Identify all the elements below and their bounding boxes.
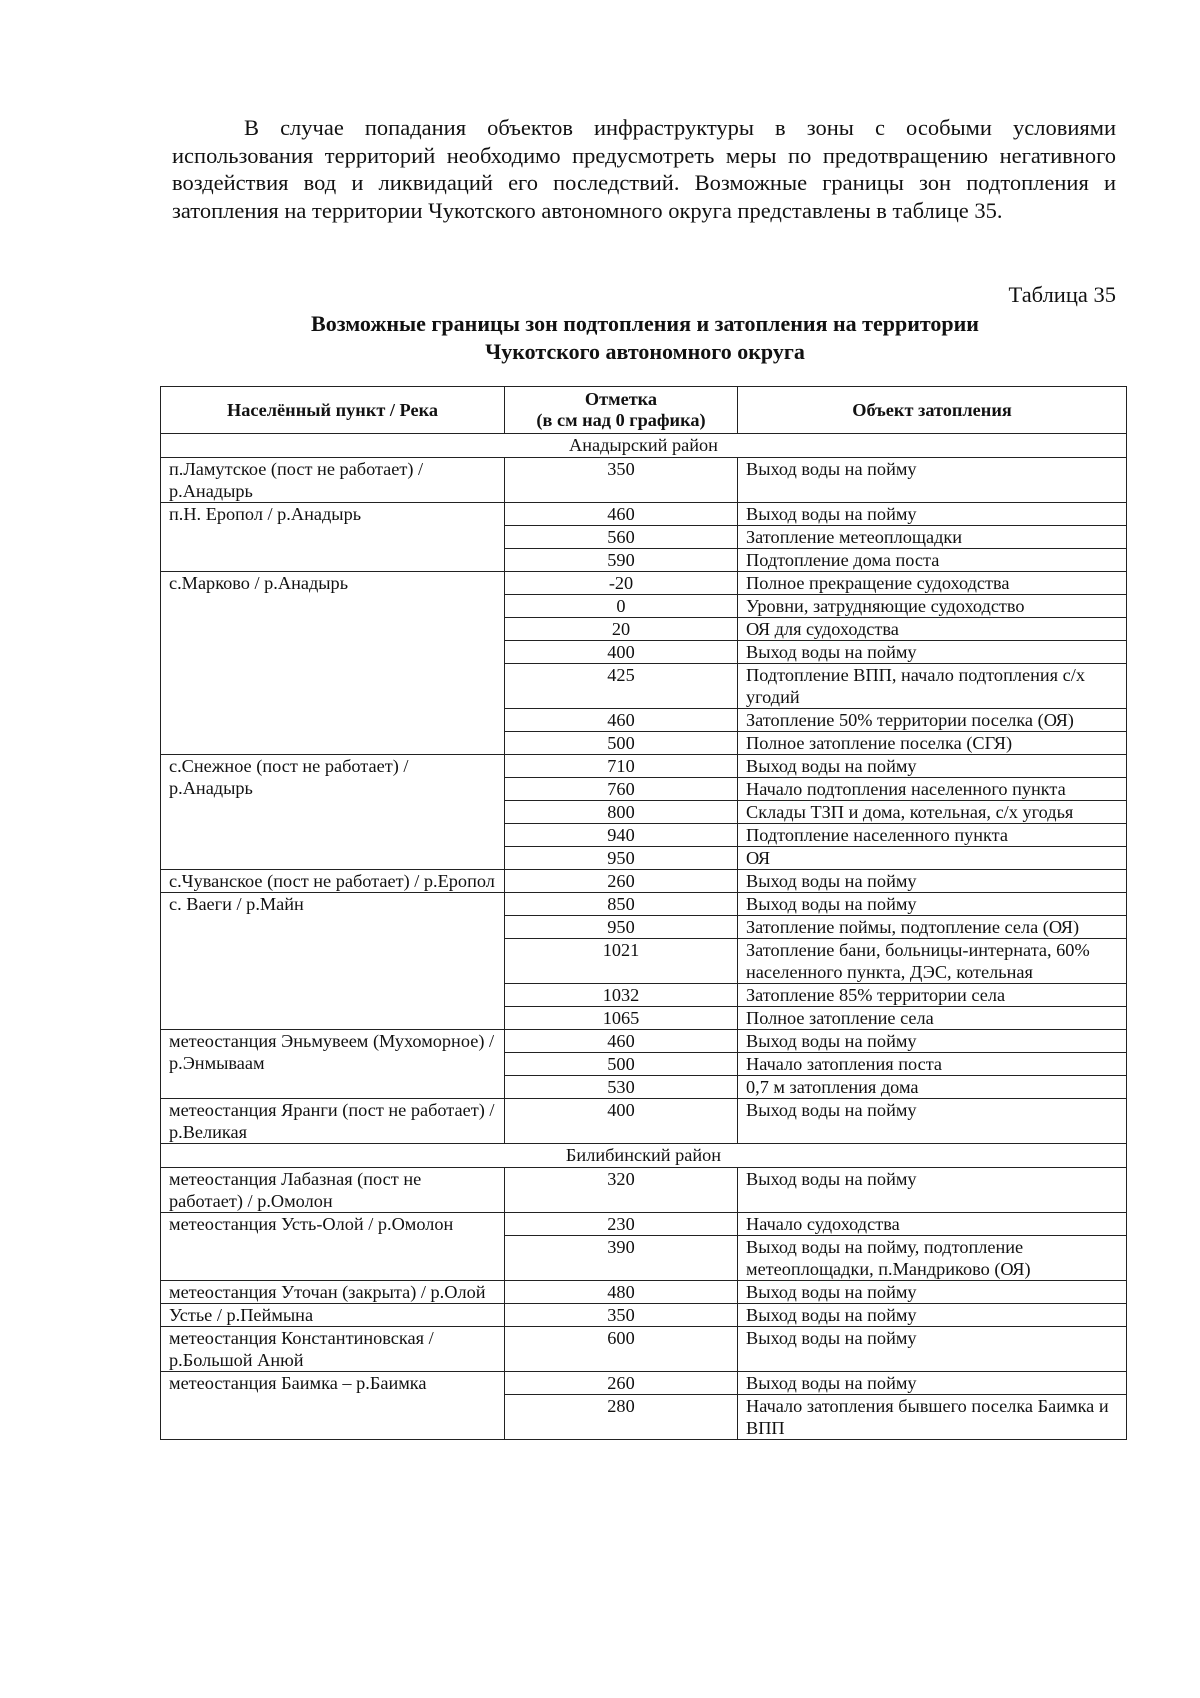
object-cell: Выход воды на пойму (738, 1372, 1127, 1395)
table-title-line1: Возможные границы зон подтопления и затопления на территории (311, 311, 979, 336)
object-cell: Выход воды на пойму (738, 1304, 1127, 1327)
location-cell: с.Марково / р.Анадырь (161, 572, 505, 755)
mark-cell: 530 (505, 1076, 738, 1099)
mark-cell: 460 (505, 1030, 738, 1053)
table-row (161, 572, 1127, 595)
table-row (161, 1304, 1127, 1327)
mark-cell: 260 (505, 870, 738, 893)
table-row (161, 1213, 1127, 1236)
mark-cell: 600 (505, 1327, 738, 1372)
location-cell: с.Снежное (пост не работает) / р.Анадырь (161, 755, 505, 870)
mark-cell: 400 (505, 1099, 738, 1144)
location-cell: метеостанция Уточан (закрыта) / р.Олой (161, 1281, 505, 1304)
object-cell: Выход воды на пойму (738, 458, 1127, 503)
table-row (161, 870, 1127, 893)
header-mark (505, 387, 738, 434)
mark-cell: 950 (505, 847, 738, 870)
location-cell: Устье / р.Пеймына (161, 1304, 505, 1327)
object-cell: ОЯ для судоходства (738, 618, 1127, 641)
intro-paragraph: В случае попадания объектов инфраструктуры в зоны с особыми условиями использования территорий необходимо предусмотреть меры по предотвращению негативного воздействия вод и ликвидаций его последствий. Возможные границы зон подтопления и затопления на территории Чукотского автономного округа представлены в таблице 35. (172, 115, 1116, 223)
location-cell: с.Чуванское (пост не работает) / р.Еропол (161, 870, 505, 893)
object-cell: Выход воды на пойму (738, 870, 1127, 893)
mark-cell: 1065 (505, 1007, 738, 1030)
mark-cell: 850 (505, 893, 738, 916)
object-cell: Затопление поймы, подтопление села (ОЯ) (738, 916, 1127, 939)
mark-cell: 425 (505, 664, 738, 709)
object-cell: Выход воды на пойму (738, 1168, 1127, 1213)
mark-cell: 0 (505, 595, 738, 618)
mark-cell: 460 (505, 503, 738, 526)
object-cell: Начало затопления поста (738, 1053, 1127, 1076)
object-cell: Выход воды на пойму (738, 893, 1127, 916)
location-cell: метеостанция Лабазная (пост не работает) / р.Омолон (161, 1168, 505, 1213)
object-cell: Подтопление ВПП, начало подтопления с/х угодий (738, 664, 1127, 709)
mark-cell: 500 (505, 1053, 738, 1076)
header-mark-line1: Отметка (584, 389, 658, 409)
mark-cell: 950 (505, 916, 738, 939)
table-row (161, 1281, 1127, 1304)
object-cell: Выход воды на пойму (738, 503, 1127, 526)
object-cell: Начало подтопления населенного пункта (738, 778, 1127, 801)
object-cell: Полное прекращение судоходства (738, 572, 1127, 595)
district-name: Анадырский район (161, 434, 1127, 458)
mark-cell: 1021 (505, 939, 738, 984)
object-cell: Выход воды на пойму (738, 1281, 1127, 1304)
mark-cell: 460 (505, 709, 738, 732)
object-cell: Выход воды на пойму, подтопление метеоплощадки, п.Мандриково (ОЯ) (738, 1236, 1127, 1281)
table-header-row (161, 387, 1127, 434)
mark-cell: 800 (505, 801, 738, 824)
table-row (161, 1099, 1127, 1144)
object-cell: Подтопление дома поста (738, 549, 1127, 572)
district-name: Билибинский район (161, 1144, 1127, 1168)
location-cell: п.Ламутское (пост не работает) / р.Анадырь (161, 458, 505, 503)
mark-cell: 560 (505, 526, 738, 549)
mark-cell: 590 (505, 549, 738, 572)
object-cell: Начало судоходства (738, 1213, 1127, 1236)
table-row (161, 458, 1127, 503)
mark-cell: 350 (505, 1304, 738, 1327)
object-cell: Выход воды на пойму (738, 755, 1127, 778)
header-object: Объект затопления (738, 387, 1127, 434)
object-cell: Затопление бани, больницы-интерната, 60% населенного пункта, ДЭС, котельная (738, 939, 1127, 984)
header-mark-line2: (в см над 0 графика) (536, 410, 706, 430)
table-row (161, 755, 1127, 778)
mark-cell: 760 (505, 778, 738, 801)
object-cell: 0,7 м затопления дома (738, 1076, 1127, 1099)
object-cell: Полное затопление поселка (СГЯ) (738, 732, 1127, 755)
mark-cell: 480 (505, 1281, 738, 1304)
mark-cell: 400 (505, 641, 738, 664)
mark-cell: 390 (505, 1236, 738, 1281)
table-row (161, 1327, 1127, 1372)
location-cell: метеостанция Эньмувеем (Мухоморное) / р.Энмываам (161, 1030, 505, 1099)
location-cell: метеостанция Константиновская / р.Большой Анюй (161, 1327, 505, 1372)
table-row (161, 1372, 1127, 1395)
district-row (161, 1144, 1127, 1168)
flood-zones-table (160, 386, 1127, 1440)
location-cell: п.Н. Еропол / р.Анадырь (161, 503, 505, 572)
location-cell: метеостанция Баимка – р.Баимка (161, 1372, 505, 1440)
mark-cell: 710 (505, 755, 738, 778)
mark-cell: 320 (505, 1168, 738, 1213)
object-cell: Выход воды на пойму (738, 1099, 1127, 1144)
mark-cell: 350 (505, 458, 738, 503)
mark-cell: 230 (505, 1213, 738, 1236)
location-cell: метеостанция Яранги (пост не работает) / р.Великая (161, 1099, 505, 1144)
object-cell: Уровни, затрудняющие судоходство (738, 595, 1127, 618)
mark-cell: 20 (505, 618, 738, 641)
table-title-line2: Чукотского автономного округа (485, 339, 805, 364)
object-cell: Затопление метеоплощадки (738, 526, 1127, 549)
object-cell: Выход воды на пойму (738, 1030, 1127, 1053)
object-cell: Выход воды на пойму (738, 641, 1127, 664)
object-cell: Подтопление населенного пункта (738, 824, 1127, 847)
mark-cell: -20 (505, 572, 738, 595)
mark-cell: 940 (505, 824, 738, 847)
mark-cell: 500 (505, 732, 738, 755)
table-row (161, 1168, 1127, 1213)
table-row (161, 503, 1127, 526)
object-cell: Начало затопления бывшего поселка Баимка и ВПП (738, 1395, 1127, 1440)
table-row (161, 893, 1127, 916)
object-cell: Полное затопление села (738, 1007, 1127, 1030)
mark-cell: 280 (505, 1395, 738, 1440)
object-cell: ОЯ (738, 847, 1127, 870)
table-body (161, 434, 1127, 1440)
mark-cell: 1032 (505, 984, 738, 1007)
location-cell: с. Ваеги / р.Майн (161, 893, 505, 1030)
mark-cell: 260 (505, 1372, 738, 1395)
table-title (160, 310, 1130, 366)
object-cell: Затопление 85% территории села (738, 984, 1127, 1007)
object-cell: Склады ТЗП и дома, котельная, с/х угодья (738, 801, 1127, 824)
object-cell: Затопление 50% территории поселка (ОЯ) (738, 709, 1127, 732)
header-location: Населённый пункт / Река (161, 387, 505, 434)
table-row (161, 1030, 1127, 1053)
object-cell: Выход воды на пойму (738, 1327, 1127, 1372)
district-row (161, 434, 1127, 458)
table-caption: Таблица 35 (1008, 282, 1116, 307)
location-cell: метеостанция Усть-Олой / р.Омолон (161, 1213, 505, 1281)
